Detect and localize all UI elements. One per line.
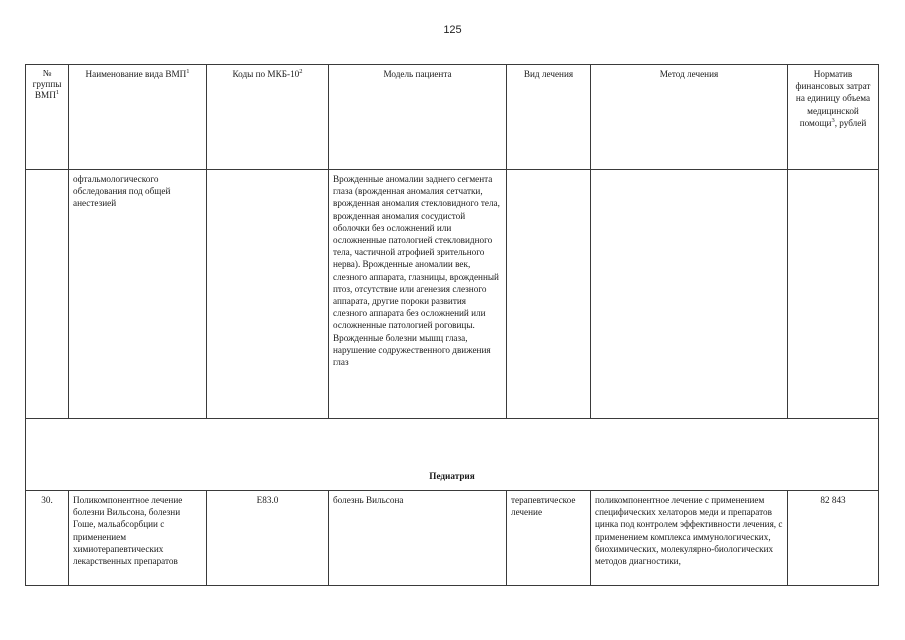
cell-group-no: 30. bbox=[26, 491, 69, 586]
cell-cost bbox=[788, 170, 879, 419]
vmp-table bbox=[25, 64, 879, 586]
cell-icd-codes bbox=[207, 170, 329, 419]
cell-cost: 82 843 bbox=[788, 491, 879, 586]
header-vmp-name bbox=[69, 65, 207, 170]
table-row bbox=[26, 491, 879, 586]
section-row bbox=[26, 419, 879, 491]
section-title: Педиатрия bbox=[26, 419, 879, 491]
header-treatment-method: Метод лечения bbox=[591, 65, 788, 170]
cell-vmp-name: Поликомпонентное лечение болезни Вильсона, болезни Гоше, мальабсорбции с применением химиотерапевтических лекарственных препаратов bbox=[69, 491, 207, 586]
cell-patient-model: болезнь Вильсона bbox=[329, 491, 507, 586]
cell-vmp-name: офтальмологического обследования под общей анестезией bbox=[69, 170, 207, 419]
header-group-no-label: № группы ВМП bbox=[32, 68, 62, 100]
header-icd-codes bbox=[207, 65, 329, 170]
footnote-mark: 1 bbox=[186, 67, 190, 75]
cell-treatment-type: терапевтическое лечение bbox=[507, 491, 591, 586]
header-cost-norm-label: Норматив финансовых затрат на единицу объема медицинской помощи bbox=[795, 69, 871, 128]
footnote-mark: 1 bbox=[55, 88, 60, 96]
header-icd-codes-label: Коды по МКБ-10 bbox=[232, 69, 300, 79]
cell-group-no bbox=[26, 170, 69, 419]
header-vmp-name-label: Наименование вида ВМП bbox=[85, 69, 187, 79]
cell-treatment-method: поликомпонентное лечение с применением специфических хелаторов меди и препаратов цинка под контролем эффективности лечения, с применением комплекса иммунологических, биохимических, молекулярно-биологических методов диагностики, bbox=[591, 491, 788, 586]
header-patient-model: Модель пациента bbox=[329, 65, 507, 170]
footnote-mark: 2 bbox=[299, 67, 303, 75]
cell-patient-model: Врожденные аномалии заднего сегмента глаза (врожденная аномалия сетчатки, врожденная аномалия стекловидного тела, врожденная аномалия сосудистой оболочки без осложнений или осложненные патологией стекловидного тела, частичной атрофией зрительного нерва). Врожденные аномалии век, слезного аппарата, глазницы, врожденный птоз, отсутствие или агенезия слезного аппарата, другие пороки развития слезного аппарата без осложнений или осложненные патологией роговицы. Врожденные болезни мышц глаза, нарушение содружественного движения глаз bbox=[329, 170, 507, 419]
header-group-no bbox=[26, 65, 69, 170]
cell-treatment-method bbox=[591, 170, 788, 419]
page-number: 125 bbox=[443, 24, 462, 36]
header-treatment-type: Вид лечения bbox=[507, 65, 591, 170]
table-header-row bbox=[26, 65, 879, 170]
cell-treatment-type bbox=[507, 170, 591, 419]
header-cost-norm-unit: , рублей bbox=[834, 117, 867, 128]
header-cost-norm bbox=[788, 65, 879, 170]
footnote-mark: 3 bbox=[831, 116, 835, 124]
table-row bbox=[26, 170, 879, 419]
cell-icd-codes: E83.0 bbox=[207, 491, 329, 586]
